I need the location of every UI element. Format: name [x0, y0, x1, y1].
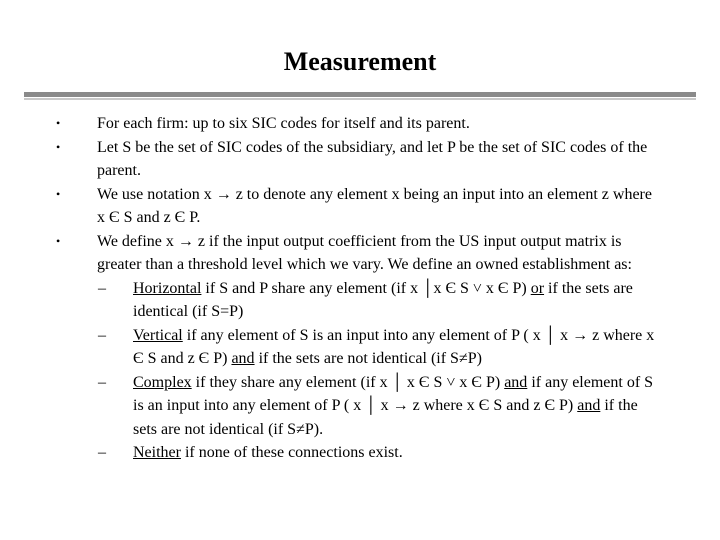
sub-item-text: if the sets are identical (if S=P) [133, 279, 633, 320]
title-divider [24, 92, 696, 97]
dash-marker: – [98, 279, 106, 297]
term-vertical: Vertical [133, 326, 183, 344]
term-complex: Complex [133, 373, 192, 391]
sub-item-text: if none of these connections exist. [180, 444, 403, 461]
bullet-item [0, 112, 657, 136]
sub-item-text: if the sets are not identical (if S≠P). [133, 397, 638, 438]
bullet-item [0, 230, 657, 277]
bullet-text: We define x → z if the input output coefficient from the US input output matrix is greater than a threshold level which we vary. We define an owned establishment as: [97, 232, 632, 273]
connector-or: or [530, 279, 545, 297]
sub-item-text: if any element of S is an input into any element of P ( x │ x → z where x Є S and z Є P) [133, 373, 654, 414]
sub-item-text: if they share any element (if x │ x Є S ˅ x Є P) [191, 373, 505, 391]
bullet-text: For each firm: up to six SIC codes for itself and its parent. [97, 115, 470, 132]
term-neither: Neither [133, 444, 181, 461]
bullet-text: We use notation x → z to denote any element x being an input into an element z where x Є S and z Є P. [97, 185, 652, 226]
slide-title: Measurement [283, 47, 437, 76]
sub-item-text: if any element of S is an input into any element of P ( x │ x → z where x Є S and z Є P) [133, 326, 655, 367]
dash-marker: – [98, 326, 106, 344]
sub-item-neither [0, 441, 663, 465]
bullet-marker: • [56, 116, 61, 130]
sub-item-horizontal [0, 277, 663, 324]
sub-item-text: if S and P share any element (if x │x Є S ˅ x Є P) [201, 279, 531, 297]
bullet-marker: • [56, 233, 61, 248]
term-horizontal: Horizontal [133, 279, 202, 297]
bullet-marker: • [56, 186, 61, 201]
sub-item-text: if the sets are not identical (if S≠P) [254, 350, 482, 367]
connector-and: and [231, 350, 255, 367]
sub-item-complex [0, 371, 663, 442]
slide-body [0, 112, 720, 465]
bullet-text: Let S be the set of SIC codes of the subsidiary, and let P be the set of SIC codes of the parent. [97, 138, 648, 179]
bullet-item [0, 136, 657, 183]
connector-and: and [577, 397, 601, 414]
dash-marker: – [98, 373, 106, 391]
dash-marker: – [98, 444, 106, 461]
connector-and: and [504, 373, 528, 391]
sub-item-vertical [0, 324, 663, 371]
title-divider-shadow [24, 98, 696, 100]
bullet-marker: • [56, 139, 61, 154]
bullet-item [0, 183, 657, 230]
